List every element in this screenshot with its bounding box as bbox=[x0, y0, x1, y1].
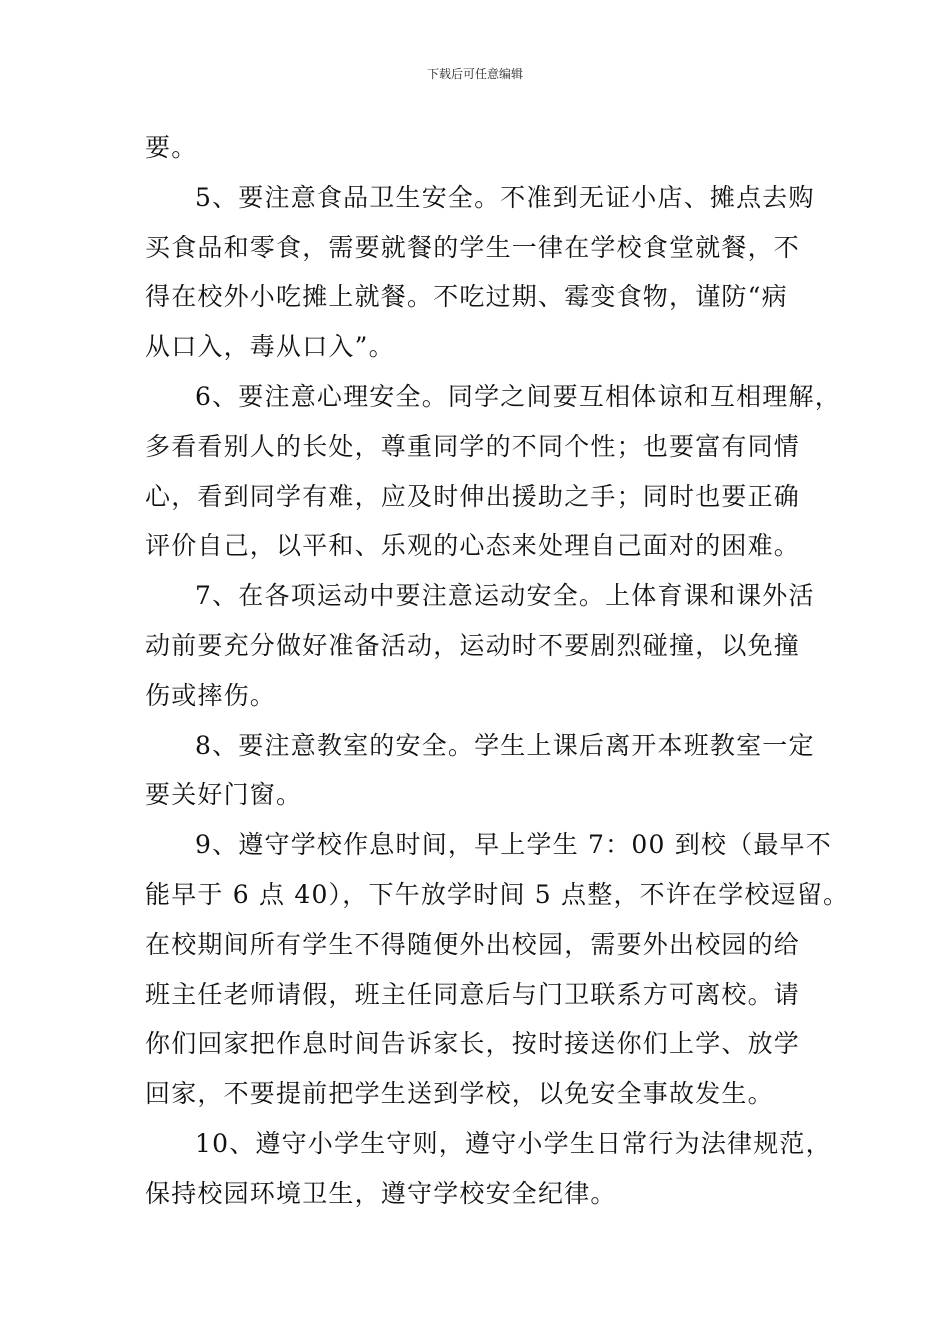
text-line: 得在校外小吃摊上就餐。不吃过期、霉变食物，谨防“病 bbox=[145, 282, 788, 312]
text-line: 评价自己，以平和、乐观的心态来处理自己面对的困难。 bbox=[145, 531, 801, 561]
text-line: 7、在各项运动中要注意运动安全。上体育课和课外活 bbox=[195, 581, 815, 611]
text-line: 多看看别人的长处，尊重同学的不同个性；也要富有同情 bbox=[145, 431, 801, 461]
text-line: 8、要注意教室的安全。学生上课后离开本班教室一定 bbox=[195, 730, 815, 760]
text-line: 9、遵守学校作息时间，早上学生 7：00 到校（最早不 bbox=[195, 830, 832, 860]
document-body bbox=[145, 130, 850, 1226]
text-line: 心，看到同学有难，应及时伸出援助之手；同时也要正确 bbox=[145, 481, 801, 511]
text-line: 动前要充分做好准备活动，运动时不要剧烈碰撞，以免撞 bbox=[145, 630, 801, 660]
text-line: 保持校园环境卫生，遵守学校安全纪律。 bbox=[145, 1178, 617, 1208]
text-line: 买食品和零食，需要就餐的学生一律在学校食堂就餐，不 bbox=[145, 232, 801, 262]
text-line: 要。 bbox=[145, 133, 198, 162]
text-line: 5、要注意食品卫生安全。不准到无证小店、摊点去购 bbox=[195, 182, 815, 212]
text-line: 在校期间所有学生不得随便外出校园，需要外出校园的给 bbox=[145, 929, 801, 959]
text-line: 10、遵守小学生守则，遵守小学生日常行为法律规范， bbox=[195, 1128, 832, 1158]
text-line: 6、要注意心理安全。同学之间要互相体谅和互相理解， bbox=[195, 381, 841, 411]
text-line: 伤或摔伤。 bbox=[145, 680, 277, 710]
text-line: 班主任老师请假，班主任同意后与门卫联系方可离校。请 bbox=[145, 979, 801, 1009]
page-header: 下载后可任意编辑 bbox=[426, 67, 523, 81]
text-line: 要关好门窗。 bbox=[145, 780, 303, 810]
text-line: 从口入，毒从口入”。 bbox=[145, 332, 395, 362]
text-line: 能早于 6 点 40），下午放学时间 5 点整，不许在学校逗留。 bbox=[145, 879, 850, 909]
text-line: 回家，不要提前把学生送到学校，以免安全事故发生。 bbox=[145, 1079, 774, 1109]
text-line: 你们回家把作息时间告诉家长，按时接送你们上学、放学 bbox=[145, 1029, 801, 1059]
